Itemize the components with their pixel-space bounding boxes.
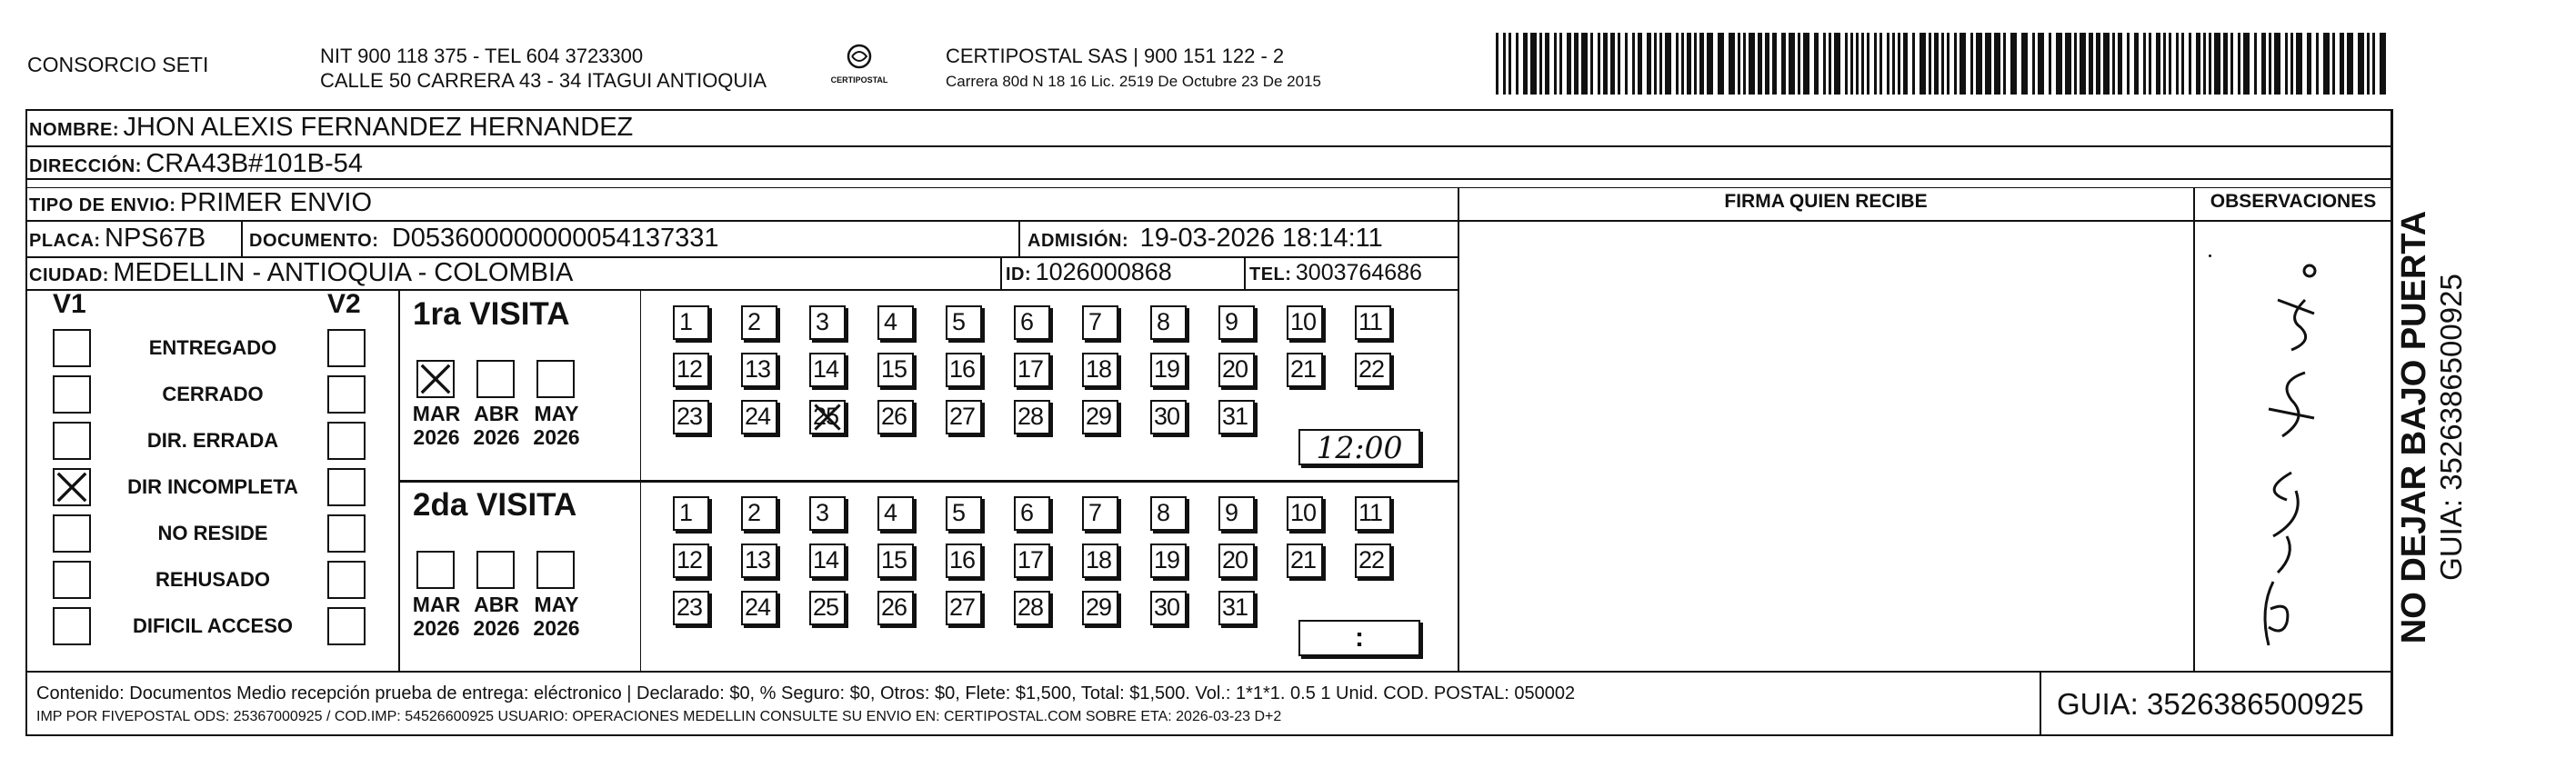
day-box[interactable]: 29 <box>1082 591 1118 625</box>
id-row <box>1006 258 1172 286</box>
day-box[interactable]: 25 <box>809 591 846 625</box>
side-guia: GUIA: 3526386500925 <box>2434 274 2468 581</box>
nombre-value: JHON ALEXIS FERNANDEZ HERNANDEZ <box>123 113 634 142</box>
month-label: ABR 2026 <box>473 402 520 449</box>
status-label: DIFICIL ACCESO <box>132 614 293 637</box>
day-box[interactable]: 29 <box>1082 400 1118 434</box>
month-checkbox[interactable] <box>416 360 455 398</box>
day-box[interactable]: 9 <box>1218 305 1255 340</box>
day-box[interactable]: 22 <box>1355 544 1391 578</box>
day-box[interactable]: 4 <box>877 496 914 531</box>
day-box[interactable]: 19 <box>1150 544 1187 578</box>
day-box[interactable]: 28 <box>1014 400 1050 434</box>
id-label: ID: <box>1006 264 1032 284</box>
v1-label: V1 <box>53 289 86 319</box>
observaciones-handwriting <box>2205 264 2378 654</box>
direccion-value: CRA43B#101B-54 <box>145 149 363 178</box>
visita1-time: 12:00 <box>1298 429 1420 465</box>
footer-guia: GUIA: 3526386500925 <box>2057 687 2364 721</box>
day-box[interactable]: 30 <box>1150 591 1187 625</box>
day-box[interactable]: 27 <box>946 591 982 625</box>
ciudad-value: MEDELLIN - ANTIOQUIA - COLOMBIA <box>113 258 574 287</box>
day-box[interactable]: 17 <box>1014 353 1050 387</box>
day-box[interactable]: 18 <box>1082 353 1118 387</box>
nit-line: NIT 900 118 375 - TEL 604 3723300 <box>320 45 644 67</box>
month-label: MAR 2026 <box>412 402 461 449</box>
day-box[interactable]: 11 <box>1355 496 1391 531</box>
month-label: MAR 2026 <box>412 593 461 640</box>
visita2-time: : <box>1298 620 1420 656</box>
month-checkbox[interactable] <box>476 551 515 589</box>
day-box[interactable]: 17 <box>1014 544 1050 578</box>
month-checkbox[interactable] <box>476 360 515 398</box>
logo-text: CERTIPOSTAL <box>830 75 888 85</box>
day-box[interactable]: 4 <box>877 305 914 340</box>
month-label: ABR 2026 <box>473 593 520 640</box>
certipostal-logo <box>823 44 896 85</box>
v2-label: V2 <box>327 289 361 319</box>
day-box[interactable]: 5 <box>946 496 982 531</box>
status-label: DIR. ERRADA <box>146 429 279 452</box>
day-box[interactable]: 15 <box>877 353 914 387</box>
x-mark-icon <box>811 402 844 433</box>
day-box[interactable]: 25 <box>809 400 846 434</box>
month-label: MAY 2026 <box>533 402 580 449</box>
footer-contenido: Contenido: Documentos Medio recepción prueba de entrega: eléctronico | Declarado: $0, % Seguro: $0, Otros: $0, Flete: $1,500, Total: $1,500. Vol.: 1*1*1. 0.5 1 Unid. COD. POSTAL: 050002 <box>36 683 1576 703</box>
day-box[interactable]: 16 <box>946 353 982 387</box>
tipo-label: TIPO DE ENVIO: <box>29 195 176 215</box>
day-box[interactable]: 6 <box>1014 496 1050 531</box>
day-box[interactable]: 27 <box>946 400 982 434</box>
nombre-row <box>29 113 633 143</box>
month-checkbox[interactable] <box>536 360 575 398</box>
placa-row <box>29 224 205 254</box>
documento-label: DOCUMENTO: <box>249 231 379 251</box>
day-box[interactable]: 19 <box>1150 353 1187 387</box>
placa-value: NPS67B <box>105 224 206 253</box>
day-box[interactable]: 28 <box>1014 591 1050 625</box>
footer-imp-line: IMP POR FIVEPOSTAL ODS: 25367000925 / COD.IMP: 54526600925 USUARIO: OPERACIONES MEDELLIN CONSULTE SU ENVIO EN: CERTIPOSTAL.COM SOBRE ETA: 2026-03-23 D+2 <box>36 709 1282 724</box>
status-label: CERRADO <box>162 383 264 405</box>
direccion-label: DIRECCIÓN: <box>29 156 142 176</box>
v2-checkbox[interactable] <box>327 422 366 460</box>
day-box[interactable]: 15 <box>877 544 914 578</box>
day-box[interactable]: 11 <box>1355 305 1391 340</box>
visita1-title: 1ra VISITA <box>413 296 570 332</box>
day-box[interactable]: 12 <box>673 544 709 578</box>
direccion-row <box>29 149 363 179</box>
tel-row <box>1249 260 1422 286</box>
day-box[interactable]: 23 <box>673 591 709 625</box>
day-box[interactable]: 21 <box>1287 544 1323 578</box>
day-box[interactable]: 22 <box>1355 353 1391 387</box>
day-box[interactable]: 30 <box>1150 400 1187 434</box>
v2-checkbox[interactable] <box>327 375 366 414</box>
day-box[interactable]: 8 <box>1150 496 1187 531</box>
day-box[interactable]: 13 <box>741 544 777 578</box>
no-dejar-bajo-puerta: NO DEJAR BAJO PUERTA <box>2395 210 2433 644</box>
day-box[interactable]: 1 <box>673 496 709 531</box>
day-box[interactable]: 3 <box>809 496 846 531</box>
day-box[interactable]: 10 <box>1287 305 1323 340</box>
status-label: ENTREGADO <box>148 336 277 359</box>
firma-header: FIRMA QUIEN RECIBE <box>1724 191 1928 212</box>
tipo-value: PRIMER ENVIO <box>179 188 373 217</box>
day-box[interactable]: 9 <box>1218 496 1255 531</box>
nombre-label: NOMBRE: <box>29 120 120 140</box>
day-box[interactable]: 2 <box>741 496 777 531</box>
day-box[interactable]: 12 <box>673 353 709 387</box>
status-label: NO RESIDE <box>157 522 268 544</box>
ciudad-row <box>29 258 573 288</box>
day-box[interactable]: 5 <box>946 305 982 340</box>
v2-checkbox[interactable] <box>327 561 366 599</box>
day-box[interactable]: 24 <box>741 400 777 434</box>
logo-icon <box>841 44 877 71</box>
id-value: 1026000868 <box>1035 258 1172 285</box>
day-box[interactable]: 26 <box>877 591 914 625</box>
day-box[interactable]: 24 <box>741 591 777 625</box>
month-label: MAY 2026 <box>533 593 580 640</box>
day-box[interactable]: 7 <box>1082 305 1118 340</box>
tel-label: TEL: <box>1249 264 1292 284</box>
admision-label: ADMISIÓN: <box>1027 231 1129 251</box>
day-box[interactable]: 3 <box>809 305 846 340</box>
visita2-title: 2da VISITA <box>413 487 577 523</box>
documento-value: D053600000000054137331 <box>391 224 719 253</box>
month-checkbox[interactable] <box>416 551 455 589</box>
observaciones-header: OBSERVACIONES <box>2210 191 2377 212</box>
v2-checkbox[interactable] <box>327 514 366 553</box>
documento-row <box>249 224 719 254</box>
day-box[interactable]: 26 <box>877 400 914 434</box>
v2-checkbox[interactable] <box>327 468 366 506</box>
company-name: CONSORCIO SETI <box>27 53 209 76</box>
month-checkbox[interactable] <box>536 551 575 589</box>
handwriting-icon <box>2205 264 2378 654</box>
x-mark-icon <box>418 362 453 396</box>
day-box[interactable]: 18 <box>1082 544 1118 578</box>
tipo-row <box>29 188 372 218</box>
day-box[interactable]: 20 <box>1218 353 1255 387</box>
day-box[interactable]: 31 <box>1218 591 1255 625</box>
day-box[interactable]: 14 <box>809 353 846 387</box>
status-label: DIR INCOMPLETA <box>127 475 298 498</box>
admision-row <box>1027 224 1383 254</box>
barcode <box>1496 33 2387 95</box>
side-text <box>2394 118 2469 736</box>
day-box[interactable]: 1 <box>673 305 709 340</box>
day-box[interactable]: 6 <box>1014 305 1050 340</box>
day-box[interactable]: 16 <box>946 544 982 578</box>
admision-value: 19-03-2026 18:14:11 <box>1139 224 1383 253</box>
day-box[interactable]: 7 <box>1082 496 1118 531</box>
day-box[interactable]: 21 <box>1287 353 1323 387</box>
day-box[interactable]: 13 <box>741 353 777 387</box>
tel-value: 3003764686 <box>1295 260 1422 285</box>
v2-checkbox[interactable] <box>327 607 366 645</box>
day-box[interactable]: 20 <box>1218 544 1255 578</box>
day-box[interactable]: 10 <box>1287 496 1323 531</box>
day-box[interactable]: 8 <box>1150 305 1187 340</box>
status-label: REHUSADO <box>155 568 270 591</box>
day-box[interactable]: 2 <box>741 305 777 340</box>
placa-label: PLACA: <box>29 231 101 251</box>
day-box[interactable]: 31 <box>1218 400 1255 434</box>
day-box[interactable]: 14 <box>809 544 846 578</box>
ciudad-label: CIUDAD: <box>29 265 109 285</box>
day-box[interactable]: 23 <box>673 400 709 434</box>
certipostal-line: CERTIPOSTAL SAS | 900 151 122 - 2 <box>946 45 1285 67</box>
v2-checkbox[interactable] <box>327 329 366 367</box>
address-line: CALLE 50 CARRERA 43 - 34 ITAGUI ANTIOQUIA <box>320 69 767 92</box>
license-line: Carrera 80d N 18 16 Lic. 2519 De Octubre 23 De 2015 <box>946 73 1321 90</box>
